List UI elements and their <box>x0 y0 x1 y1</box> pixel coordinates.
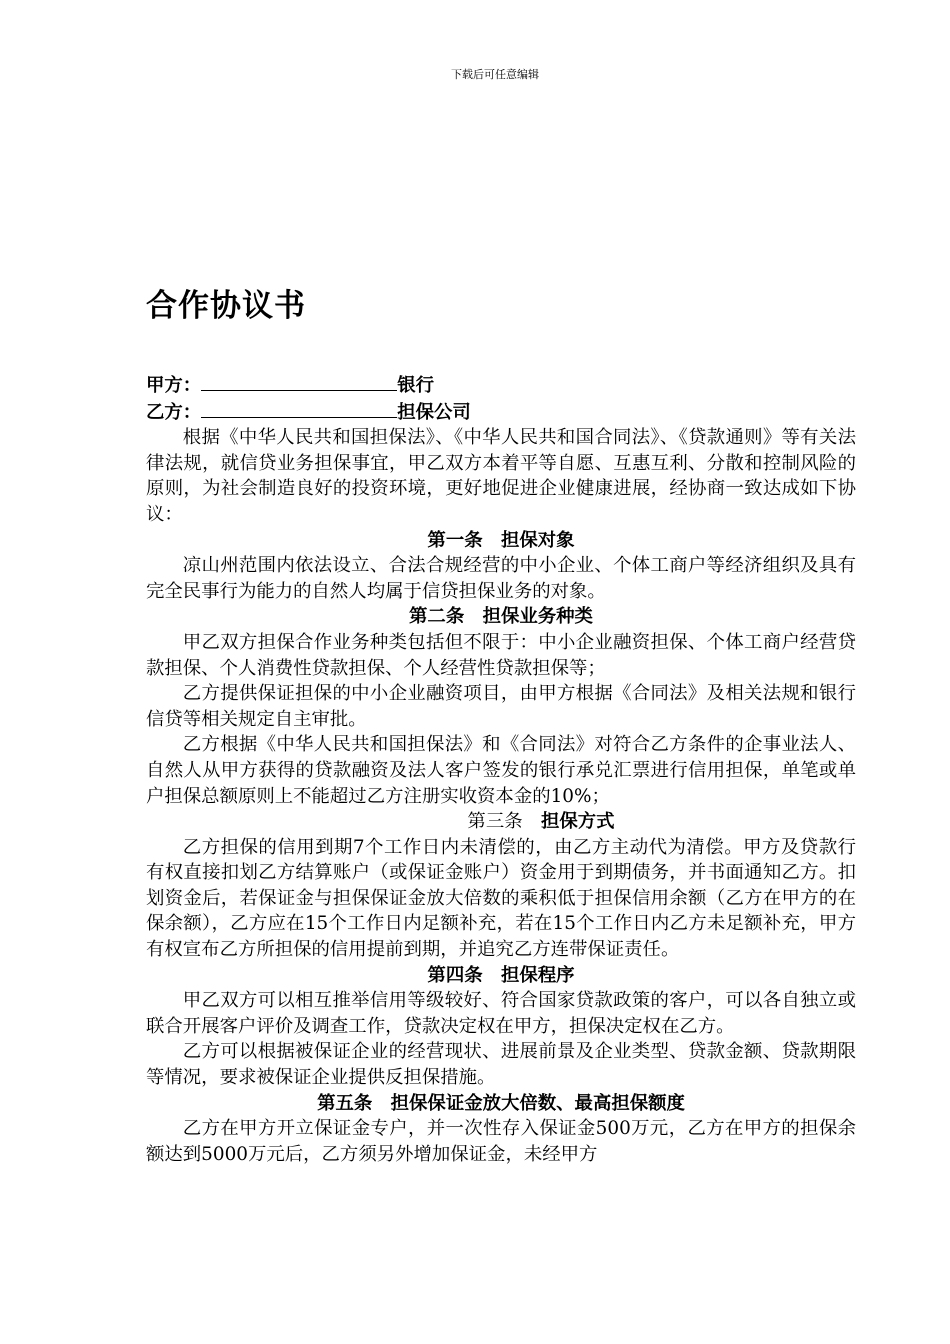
article-3-paragraph: 乙方担保的信用到期7个工作日内未清偿的，由乙方主动代为清偿。甲方及贷款行有权直接扣划乙方结算账户（或保证金账户）资金用于到期债务，并书面通知乙方。扣划资金后，若保证金与担保保证金放大倍数的乘积低于担保信用余额（乙方在甲方的在保余额），乙方应在15个工作日内足额补充，若在15个工作日内乙方未足额补充，甲方有权宣布乙方所担保的信用提前到期，并追究乙方连带保证责任。 <box>146 836 856 961</box>
party-b-label: 乙方： <box>146 401 202 423</box>
article-5-paragraph: 乙方在甲方开立保证金专户，并一次性存入保证金500万元，乙方在甲方的担保余额达到5000万元后，乙方须另外增加保证金，未经甲方 <box>146 1118 856 1165</box>
article-4-paragraph: 乙方可以根据被保证企业的经营现状、进展前景及企业类型、贷款金额、贷款期限等情况，要求被保证企业提供反担保措施。 <box>146 1041 856 1089</box>
document-title: 合作协议书 <box>146 288 306 324</box>
document-body <box>146 372 856 1167</box>
party-a-blank[interactable] <box>201 372 397 391</box>
article-3-heading-title: 担保方式 <box>541 811 615 833</box>
article-4-heading: 第四条 担保程序 <box>427 964 575 986</box>
article-1-paragraph: 凉山州范围内依法设立、合法合规经营的中小企业、个体工商户等经济组织及具有完全民事行为能力的自然人均属于信贷担保业务的对象。 <box>146 555 856 602</box>
party-a-line <box>146 372 856 399</box>
party-a-label: 甲方： <box>146 375 202 396</box>
intro-paragraph: 根据《中华人民共和国担保法》、《中华人民共和国合同法》、《贷款通则》等有关法律法规，就信贷业务担保事宜，甲乙双方本着平等自愿、互惠互利、分散和控制风险的原则，为社会制造良好的投资环境，更好地促进企业健康进展，经协商一致达成如下协议： <box>146 427 856 525</box>
party-a-suffix: 银行 <box>397 375 434 396</box>
article-2-paragraph: 乙方提供保证担保的中小企业融资项目，由甲方根据《合同法》及相关法规和银行信贷等相关规定自主审批。 <box>146 683 856 730</box>
article-3-heading <box>226 809 856 835</box>
article-1-heading: 第一条 担保对象 <box>427 529 575 551</box>
article-4-paragraph: 甲乙双方可以相互推举信用等级较好、符合国家贷款政策的客户，可以各自独立或联合开展客户评价及调查工作，贷款决定权在甲方，担保决定权在乙方。 <box>146 990 856 1037</box>
header-note: 下载后可任意编辑 <box>451 68 539 81</box>
article-5-heading: 第五条 担保保证金放大倍数、最高担保额度 <box>317 1092 685 1114</box>
party-b-suffix: 担保公司 <box>397 401 471 423</box>
article-2-paragraph: 乙方根据《中华人民共和国担保法》和《合同法》对符合乙方条件的企事业法人、自然人从甲方获得的贷款融资及法人客户签发的银行承兑汇票进行信用担保，单笔或单户担保总额原则上不能超过乙方注册实收资本金的10%； <box>146 734 856 807</box>
party-b-line <box>146 399 856 426</box>
article-2-paragraph: 甲乙双方担保合作业务种类包括但不限于：中小企业融资担保、个体工商户经营贷款担保、个人消费性贷款担保、个人经营性贷款担保等； <box>146 631 856 679</box>
party-b-blank[interactable] <box>201 399 397 418</box>
article-2-heading: 第二条 担保业务种类 <box>409 606 593 628</box>
article-3-heading-prefix: 第三条 <box>467 811 541 833</box>
